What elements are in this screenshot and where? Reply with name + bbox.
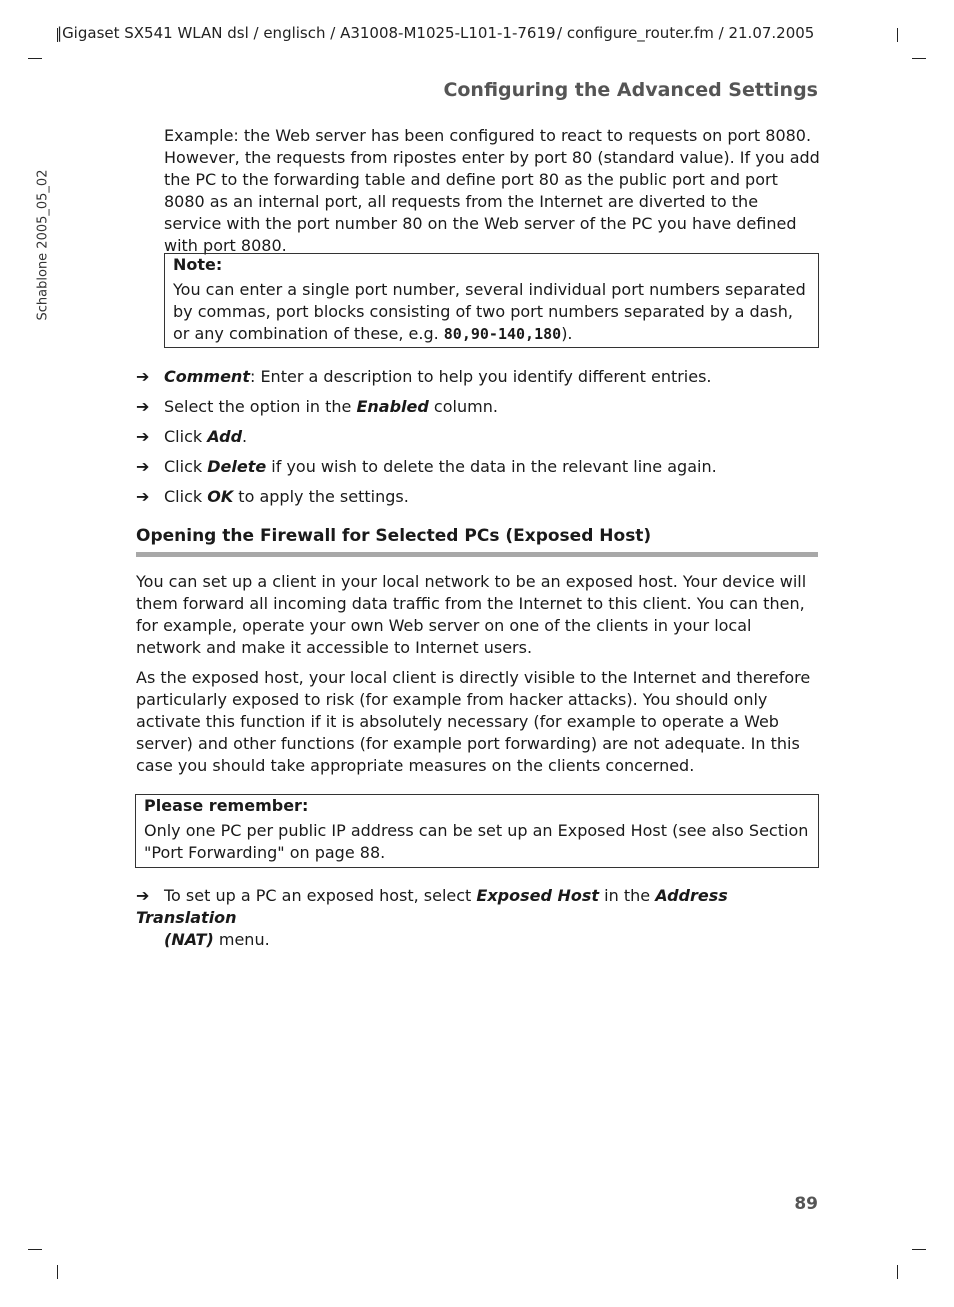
remember-text: Only one PC per public IP address can be set up an Exposed Host (see also Section "Port Forwarding" on page 88. [144,821,809,862]
step-text: column. [428,397,498,416]
step-emphasis: Comment [164,367,250,386]
note-text-after: ). [561,324,573,343]
remember-box [135,794,819,868]
remember-title: Please remember: [144,796,309,815]
step-emphasis: OK [207,487,234,506]
step-line-2 [136,929,820,951]
note-title: Note: [173,255,223,274]
step-emphasis: Enabled [356,397,429,416]
crop-mark [897,28,898,42]
step-text: in the [599,886,656,905]
step-text: Click [164,457,208,476]
crop-mark [28,58,42,59]
step-emphasis: Address Translation [136,886,728,927]
crop-mark [912,1249,926,1250]
exposed-host-paragraph-1: You can set up a client in your local network to be an exposed host. Your device will them forward all incoming data traffic from the Internet to this client. You can then, for example, operate your own Web server on one of the clients in your local network and make it accessible to Internet users. [136,572,807,657]
arrow-icon: ➔ [136,457,150,476]
side-template-label: Schablone 2005_05_02 [35,169,51,321]
note-code-example: 80,90-140,180 [443,325,562,343]
step-ok [136,486,409,508]
section-divider [136,552,818,557]
step-text: if you wish to delete the data in the relevant line again. [266,457,717,476]
step-text: To set up a PC an exposed host, select [164,886,477,905]
header-left-text: Gigaset SX541 WLAN dsl / englisch / A31008-M1025-L101-1-7619 [62,24,556,42]
example-paragraph: Example: the Web server has been configured to react to requests on port 8080. However, the requests from ripostes enter by port 80 (standard value). If you add the PC to the forwarding table and define port 80 as the public port and port 8080 as an internal port, all requests from the Internet are diverted to the service with the port number 80 on the Web server of the PC you have defined with port 8080. [164,126,820,255]
step-text: Select the option in the [164,397,357,416]
step-text: to apply the settings. [233,487,409,506]
step-text: : Enter a description to help you identify different entries. [249,367,712,386]
document-header-right: / configure_router.fm / 21.07.2005 [557,24,815,42]
step-emphasis: (NAT) [164,930,214,949]
crop-mark [57,1265,58,1279]
step-exposed-host [136,885,820,951]
step-enabled [136,396,498,418]
arrow-icon: ➔ [136,397,150,416]
step-add [136,426,247,448]
exposed-host-paragraph-2: As the exposed host, your local client is directly visible to the Internet and therefore particularly exposed to risk (for example from hacker attacks). You should only activate this function if it is absolutely necessary (for example to operate a Web server) and other functions (for example port forwarding) are not adequate. In this case you should take appropriate measures on the clients concerned. [136,668,811,775]
note-text [173,279,810,345]
document-header-left: |Gigaset SX541 WLAN dsl / englisch / A31008-M1025-L101-1-7619 [57,24,556,42]
step-text: . [242,427,248,446]
step-emphasis: Exposed Host [476,886,600,905]
arrow-icon: ➔ [136,886,150,905]
step-text: Click [164,487,208,506]
step-text: menu. [213,930,270,949]
page-number: 89 [794,1194,818,1214]
step-emphasis: Delete [207,457,267,476]
crop-mark [28,1249,42,1250]
step-text: Click [164,427,208,446]
step-emphasis: Add [207,427,243,446]
arrow-icon: ➔ [136,427,150,446]
note-box [164,253,819,348]
section-title: Opening the Firewall for Selected PCs (Exposed Host) [136,526,652,546]
step-comment [136,366,712,388]
note-text-before: You can enter a single port number, several individual port numbers separated by commas, port blocks consisting of two port numbers separated by a dash, or any combination of these, e.g. [173,280,806,343]
crop-mark [912,58,926,59]
crop-mark [897,1265,898,1279]
arrow-icon: ➔ [136,367,150,386]
step-delete [136,456,717,478]
arrow-icon: ➔ [136,487,150,506]
running-title: Configuring the Advanced Settings [443,79,818,101]
